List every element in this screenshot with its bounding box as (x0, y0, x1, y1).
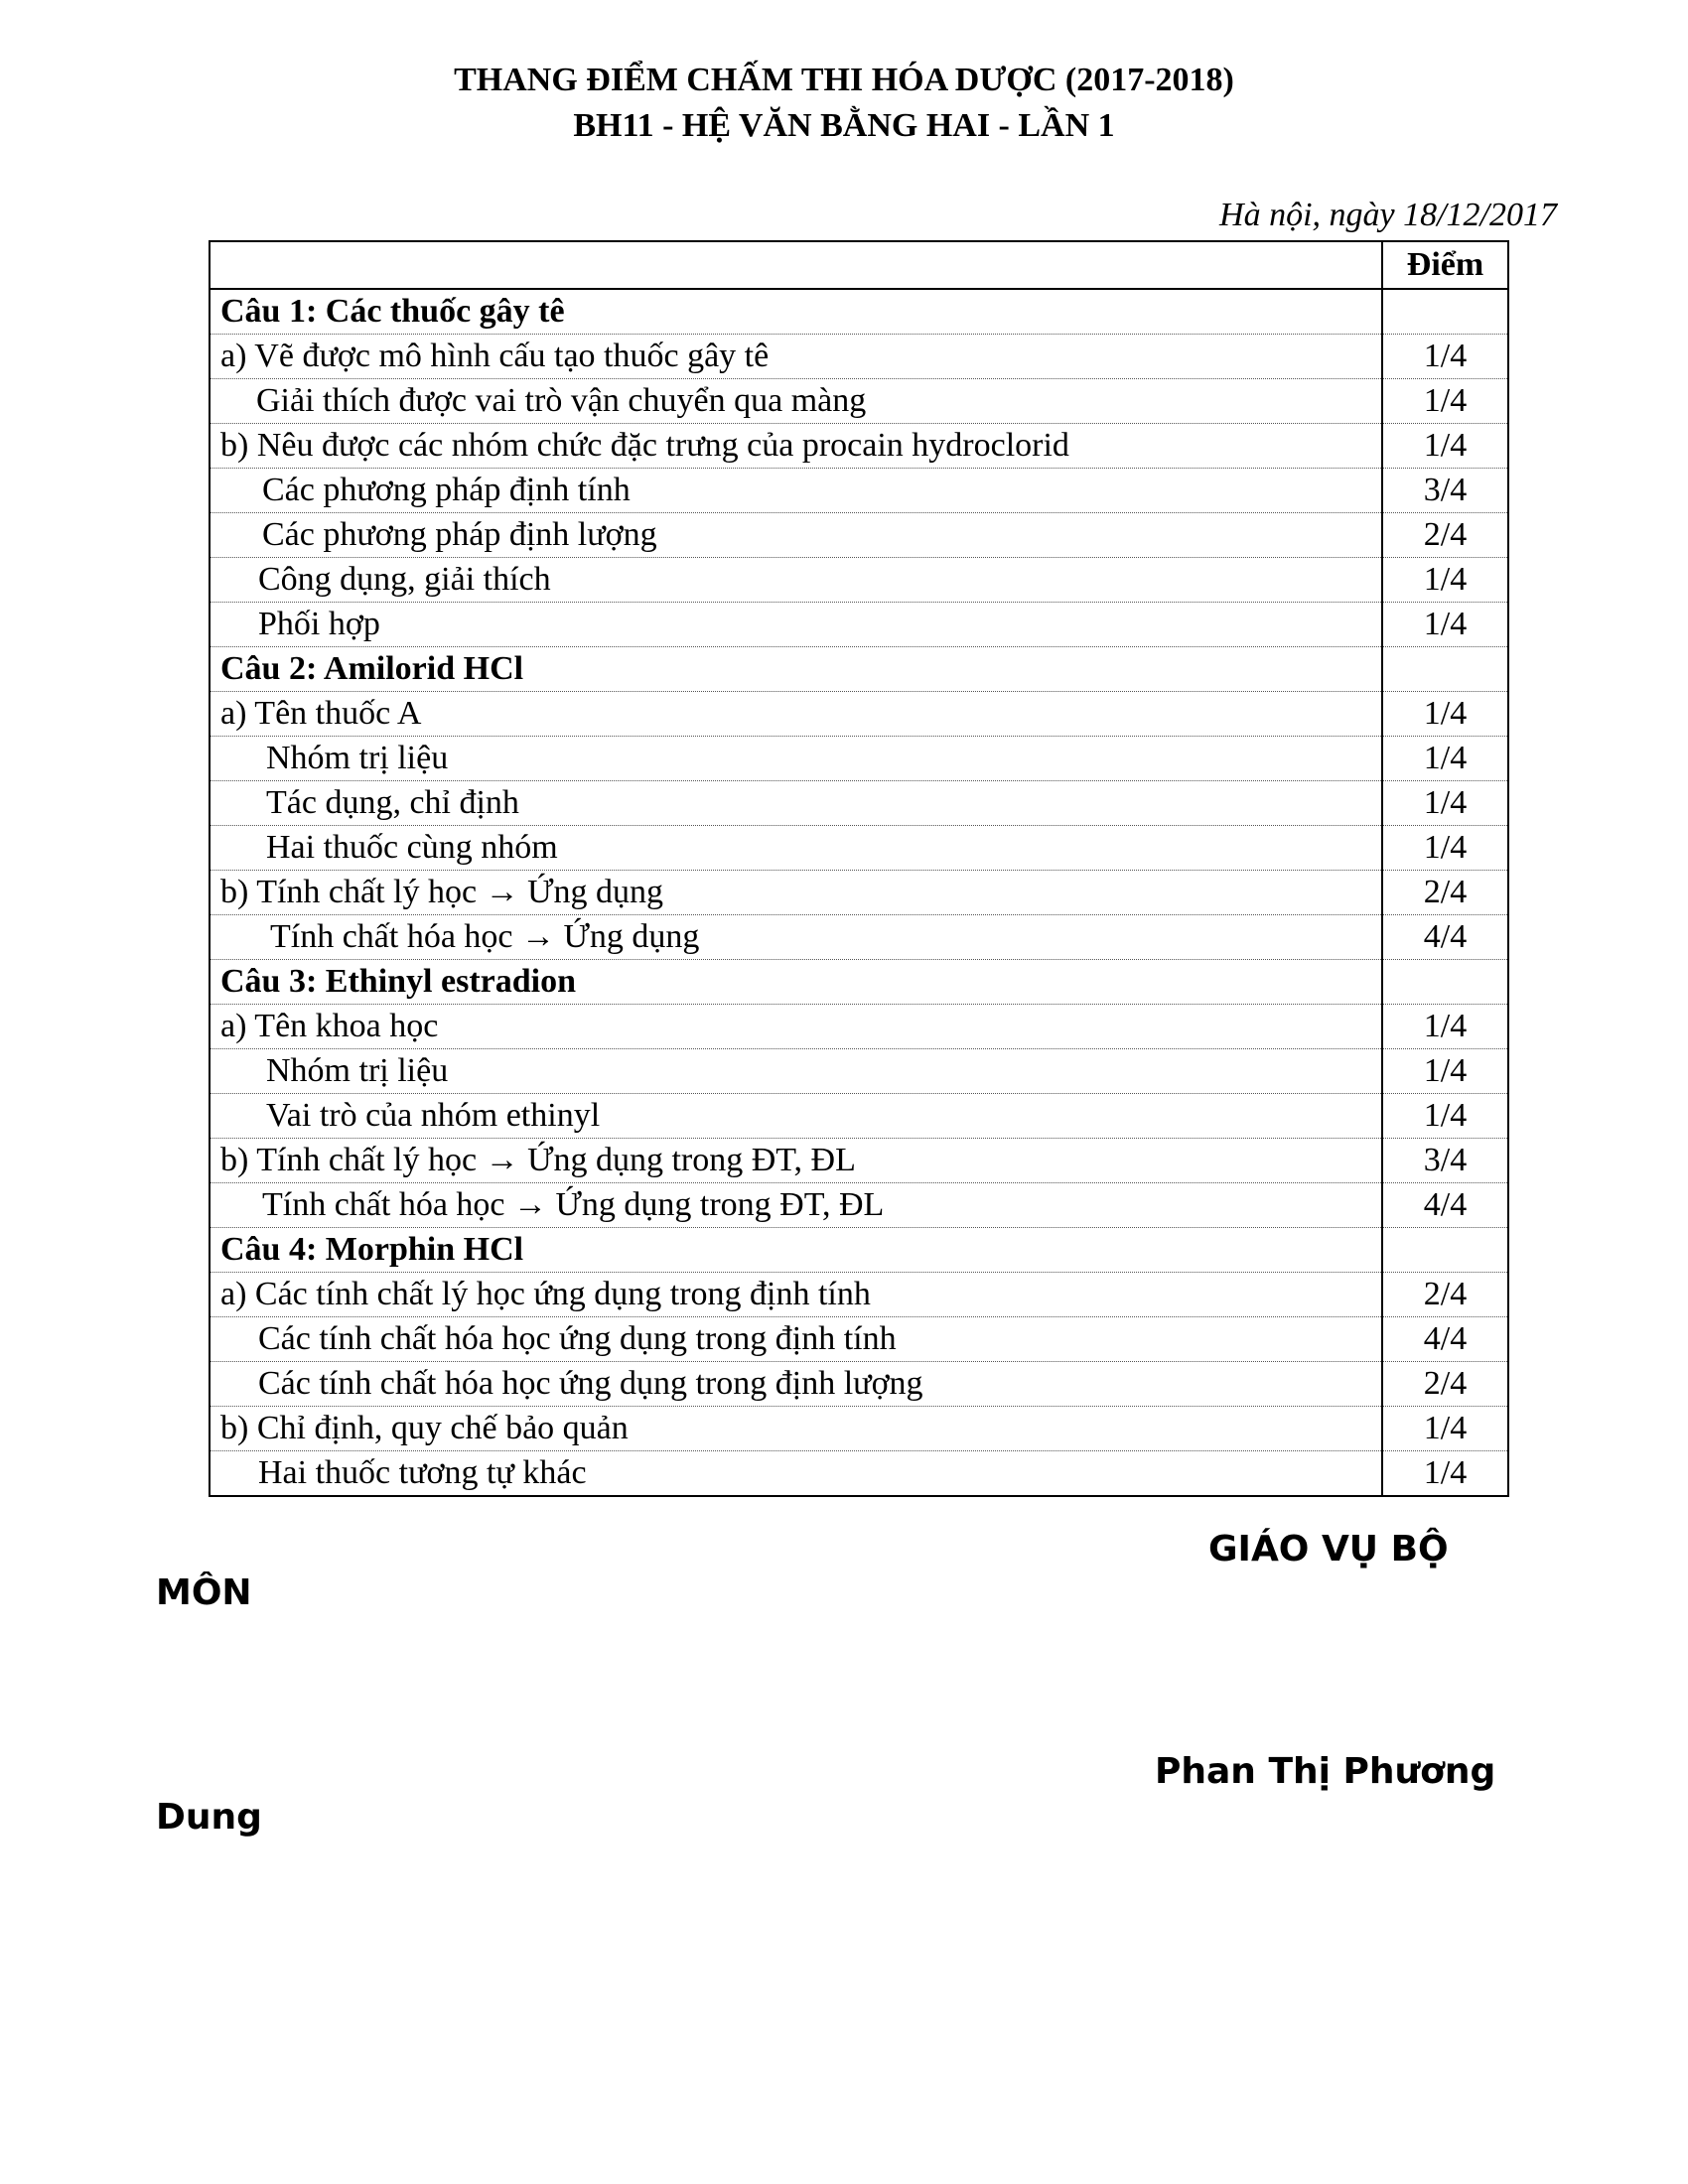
criterion-text: a) Tên thuốc A (210, 692, 1382, 737)
table-row (210, 335, 1508, 379)
score-cell: 1/4 (1382, 692, 1508, 737)
score-cell: 1/4 (1382, 335, 1508, 379)
criterion-text: Tính chất hóa học → Ứng dụng (210, 915, 1382, 960)
criterion-text: b) Nêu được các nhóm chức đặc trưng của procain hydroclorid (210, 424, 1382, 469)
score-cell: 2/4 (1382, 871, 1508, 915)
score-cell: 1/4 (1382, 1451, 1508, 1497)
signature-role: GIÁO VỤ BỘ (1208, 1529, 1449, 1570)
score-column-header: Điểm (1382, 241, 1508, 289)
signature-name-continued: Dung (156, 1797, 262, 1838)
table-row (210, 781, 1508, 826)
criterion-text: Hai thuốc cùng nhóm (210, 826, 1382, 871)
table-row (210, 1451, 1508, 1497)
table-row (210, 871, 1508, 915)
table-row (210, 1407, 1508, 1451)
score-cell: 1/4 (1382, 1407, 1508, 1451)
score-cell: 1/4 (1382, 424, 1508, 469)
section-title: Câu 4: Morphin HCl (210, 1228, 1382, 1273)
table-row (210, 826, 1508, 871)
score-cell: 3/4 (1382, 469, 1508, 513)
score-cell (1382, 289, 1508, 335)
score-cell: 2/4 (1382, 1273, 1508, 1317)
table-row (210, 379, 1508, 424)
criterion-text: Giải thích được vai trò vận chuyển qua màng (210, 379, 1382, 424)
section-row (210, 960, 1508, 1005)
table-row (210, 469, 1508, 513)
section-row (210, 1228, 1508, 1273)
table-row (210, 737, 1508, 781)
section-title: Câu 1: Các thuốc gây tê (210, 289, 1382, 335)
document-title: THANG ĐIỂM CHẤM THI HÓA DƯỢC (2017-2018) (454, 62, 1234, 98)
criterion-text: Các tính chất hóa học ứng dụng trong định lượng (210, 1362, 1382, 1407)
section-title: Câu 3: Ethinyl estradion (210, 960, 1382, 1005)
table-row (210, 1273, 1508, 1317)
criterion-text: Các phương pháp định tính (210, 469, 1382, 513)
score-cell: 1/4 (1382, 1094, 1508, 1139)
table-row (210, 1139, 1508, 1183)
score-cell: 1/4 (1382, 781, 1508, 826)
criterion-text: b) Tính chất lý học → Ứng dụng (210, 871, 1382, 915)
table-row (210, 1049, 1508, 1094)
score-cell: 4/4 (1382, 1317, 1508, 1362)
document-subtitle: BH11 - HỆ VĂN BẰNG HAI - LẦN 1 (573, 107, 1115, 144)
criterion-text: Các tính chất hóa học ứng dụng trong định tính (210, 1317, 1382, 1362)
criterion-text: a) Các tính chất lý học ứng dụng trong định tính (210, 1273, 1382, 1317)
criterion-text: Các phương pháp định lượng (210, 513, 1382, 558)
table-row (210, 1094, 1508, 1139)
signature-name: Phan Thị Phương (1155, 1751, 1496, 1792)
criterion-text: a) Tên khoa học (210, 1005, 1382, 1049)
criterion-text: Công dụng, giải thích (210, 558, 1382, 603)
score-cell (1382, 1228, 1508, 1273)
table-row (210, 915, 1508, 960)
criterion-text: Tác dụng, chỉ định (210, 781, 1382, 826)
table-row (210, 558, 1508, 603)
score-cell: 4/4 (1382, 915, 1508, 960)
criterion-text: a) Vẽ được mô hình cấu tạo thuốc gây tê (210, 335, 1382, 379)
score-cell: 1/4 (1382, 737, 1508, 781)
score-cell: 4/4 (1382, 1183, 1508, 1228)
section-row (210, 647, 1508, 692)
table-row (210, 692, 1508, 737)
signature-role-continued: MÔN (156, 1572, 252, 1613)
grading-table (209, 240, 1509, 1497)
table-row (210, 1183, 1508, 1228)
section-row (210, 289, 1508, 335)
criterion-text: b) Tính chất lý học → Ứng dụng trong ĐT, ĐL (210, 1139, 1382, 1183)
score-cell: 2/4 (1382, 1362, 1508, 1407)
criterion-text: b) Chỉ định, quy chế bảo quản (210, 1407, 1382, 1451)
criterion-text: Nhóm trị liệu (210, 737, 1382, 781)
table-row (210, 1317, 1508, 1362)
score-cell: 1/4 (1382, 1005, 1508, 1049)
score-cell (1382, 647, 1508, 692)
table-row (210, 1362, 1508, 1407)
score-cell (1382, 960, 1508, 1005)
score-cell: 1/4 (1382, 558, 1508, 603)
criterion-text: Nhóm trị liệu (210, 1049, 1382, 1094)
document-date: Hà nội, ngày 18/12/2017 (1219, 197, 1557, 233)
score-cell: 1/4 (1382, 1049, 1508, 1094)
table-row (210, 603, 1508, 647)
criterion-text: Tính chất hóa học → Ứng dụng trong ĐT, ĐL (210, 1183, 1382, 1228)
score-cell: 2/4 (1382, 513, 1508, 558)
table-row (210, 424, 1508, 469)
table-row (210, 1005, 1508, 1049)
table-row (210, 513, 1508, 558)
score-cell: 1/4 (1382, 603, 1508, 647)
criterion-text: Hai thuốc tương tự khác (258, 1454, 587, 1491)
score-cell: 3/4 (1382, 1139, 1508, 1183)
section-title: Câu 2: Amilorid HCl (210, 647, 1382, 692)
score-cell: 1/4 (1382, 826, 1508, 871)
header-blank-cell (210, 241, 1382, 289)
criterion-text: Phối hợp (210, 603, 1382, 647)
table-header-row (210, 241, 1508, 289)
score-cell: 1/4 (1382, 379, 1508, 424)
criterion-text: Vai trò của nhóm ethinyl (210, 1094, 1382, 1139)
